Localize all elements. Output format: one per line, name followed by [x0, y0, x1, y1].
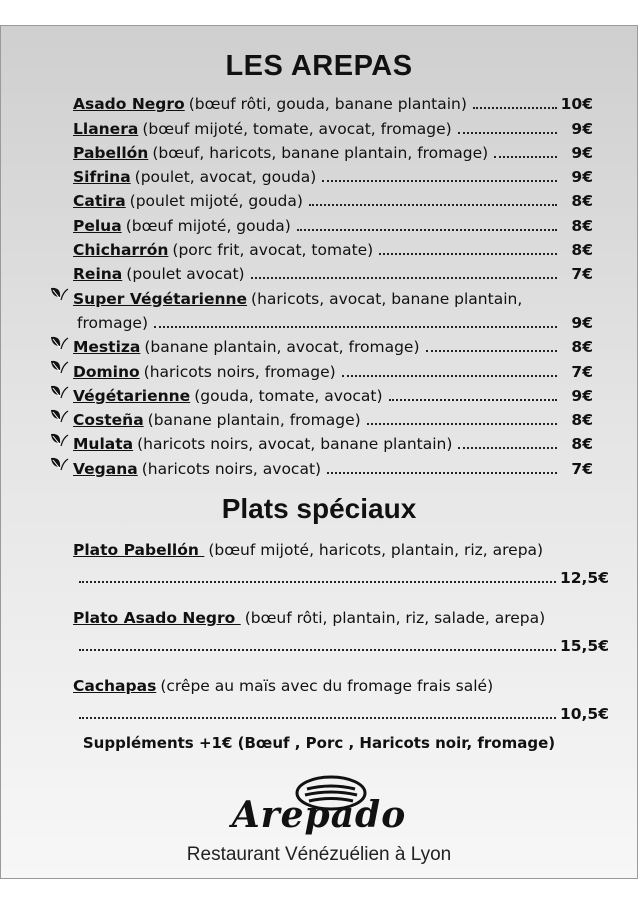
menu-item [73, 283, 593, 307]
item-price: 8€ [571, 216, 593, 235]
item-price: 7€ [571, 459, 593, 478]
item-description: (bœuf rôti, plantain, riz, salade, arepa) [244, 609, 546, 627]
item-name: Cachapas [73, 677, 157, 695]
item-price: 9€ [571, 313, 593, 332]
menu-item [73, 186, 593, 210]
dot-leader [251, 267, 557, 279]
item-description: (haricots, avocat, banane plantain, [251, 289, 523, 308]
menu-page [0, 25, 638, 879]
menu-item [73, 235, 593, 259]
dot-leader [458, 122, 557, 134]
dot-leader [154, 316, 557, 328]
arepas-list [73, 89, 593, 478]
item-description: (banane plantain, avocat, fromage) [144, 338, 420, 357]
item-name: Super Végétarienne [73, 289, 248, 308]
item-price: 9€ [571, 168, 593, 187]
item-price: 8€ [571, 241, 593, 260]
special-price-line [73, 631, 609, 655]
menu-item [73, 356, 593, 380]
item-price: 7€ [571, 362, 593, 381]
specials-title: Plats spéciaux [221, 493, 417, 524]
leaf-icon [49, 456, 69, 474]
item-price: 8€ [571, 192, 593, 211]
item-name: Chicharrón [73, 241, 169, 260]
item-name: Pelua [73, 216, 122, 235]
item-price: 7€ [571, 265, 593, 284]
dot-leader [367, 413, 557, 425]
dot-leader [79, 639, 556, 651]
logo-wordmark: Arepado [231, 794, 407, 836]
item-name: Costeña [73, 411, 144, 430]
item-description: (bœuf mijoté, tomate, avocat, fromage) [142, 119, 452, 138]
special-item [73, 541, 609, 587]
dot-leader [79, 707, 556, 719]
leaf-icon [49, 384, 69, 402]
leaf-icon [49, 359, 69, 377]
leaf-icon [49, 432, 69, 450]
dot-leader [379, 243, 557, 255]
item-name: Végétarienne [73, 386, 191, 405]
menu-item [73, 162, 593, 186]
item-description: (crêpe au maïs avec du fromage frais salé) [160, 677, 494, 695]
item-description-continued: fromage) [77, 313, 148, 332]
dot-leader [473, 97, 557, 109]
item-price: 8€ [571, 435, 593, 454]
menu-item [73, 381, 593, 405]
leaf-icon [49, 335, 69, 353]
menu-item [73, 138, 593, 162]
menu-item [73, 453, 593, 477]
item-name: Reina [73, 265, 123, 284]
dot-leader [458, 437, 557, 449]
specials-list [73, 541, 609, 745]
special-line [73, 541, 609, 563]
item-description: (porc frit, avocat, tomate) [172, 241, 374, 260]
item-price: 10€ [560, 95, 593, 114]
menu-item [73, 113, 593, 137]
item-description: (bœuf rôti, gouda, banane plantain) [188, 95, 467, 114]
menu-item [73, 405, 593, 429]
item-description: (bœuf mijoté, gouda) [125, 216, 291, 235]
item-name: Sifrina [73, 168, 131, 187]
item-price: 10,5€ [559, 705, 609, 723]
item-name: Plato Pabellón [73, 541, 205, 559]
dot-leader [494, 146, 557, 158]
arepas-title: LES AREPAS [225, 50, 413, 82]
item-description: (haricots noirs, avocat) [141, 459, 322, 478]
item-name: Catira [73, 192, 126, 211]
item-description: (poulet mijoté, gouda) [129, 192, 303, 211]
tagline: Restaurant Vénézuélien à Lyon [186, 844, 452, 865]
supplements-note: Suppléments +1€ (Bœuf , Porc , Haricots noir, fromage) [82, 734, 556, 752]
dot-leader [322, 170, 557, 182]
dot-leader [309, 194, 557, 206]
item-price: 8€ [571, 411, 593, 430]
item-name: Mestiza [73, 338, 141, 357]
item-price: 12,5€ [559, 569, 609, 587]
menu-item [73, 332, 593, 356]
item-price: 9€ [571, 143, 593, 162]
item-description: (banane plantain, fromage) [147, 411, 361, 430]
special-price-line [73, 563, 609, 587]
dot-leader [389, 389, 557, 401]
dot-leader [297, 219, 557, 231]
item-name: Llanera [73, 119, 139, 138]
dot-leader [79, 571, 556, 583]
special-price-line [73, 699, 609, 723]
item-name: Domino [73, 362, 140, 381]
item-name: Plato Asado Negro [73, 609, 241, 627]
special-line [73, 609, 609, 631]
menu-item [73, 210, 593, 234]
item-name: Vegana [73, 459, 138, 478]
item-description: (poulet avocat) [126, 265, 245, 284]
leaf-icon [49, 286, 69, 304]
item-name: Pabellón [73, 143, 149, 162]
item-description: (bœuf, haricots, banane plantain, fromage) [152, 143, 489, 162]
dot-leader [327, 462, 557, 474]
menu-item [73, 259, 593, 283]
special-line [73, 677, 609, 699]
item-description: (bœuf mijoté, haricots, plantain, riz, arepa) [208, 541, 544, 559]
item-description: (gouda, tomate, avocat) [194, 386, 383, 405]
special-item [73, 677, 609, 723]
dot-leader [342, 365, 557, 377]
item-price: 8€ [571, 338, 593, 357]
leaf-icon [49, 408, 69, 426]
item-description: (haricots noirs, fromage) [143, 362, 336, 381]
item-name: Mulata [73, 435, 134, 454]
item-price: 9€ [571, 386, 593, 405]
menu-item [73, 89, 593, 113]
item-description: (poulet, avocat, gouda) [134, 168, 317, 187]
menu-item-continued [73, 308, 593, 332]
special-item [73, 609, 609, 655]
menu-item [73, 429, 593, 453]
item-price: 15,5€ [559, 637, 609, 655]
item-description: (haricots noirs, avocat, banane plantain) [137, 435, 453, 454]
dot-leader [426, 340, 558, 352]
item-name: Asado Negro [73, 95, 185, 114]
item-price: 9€ [571, 119, 593, 138]
